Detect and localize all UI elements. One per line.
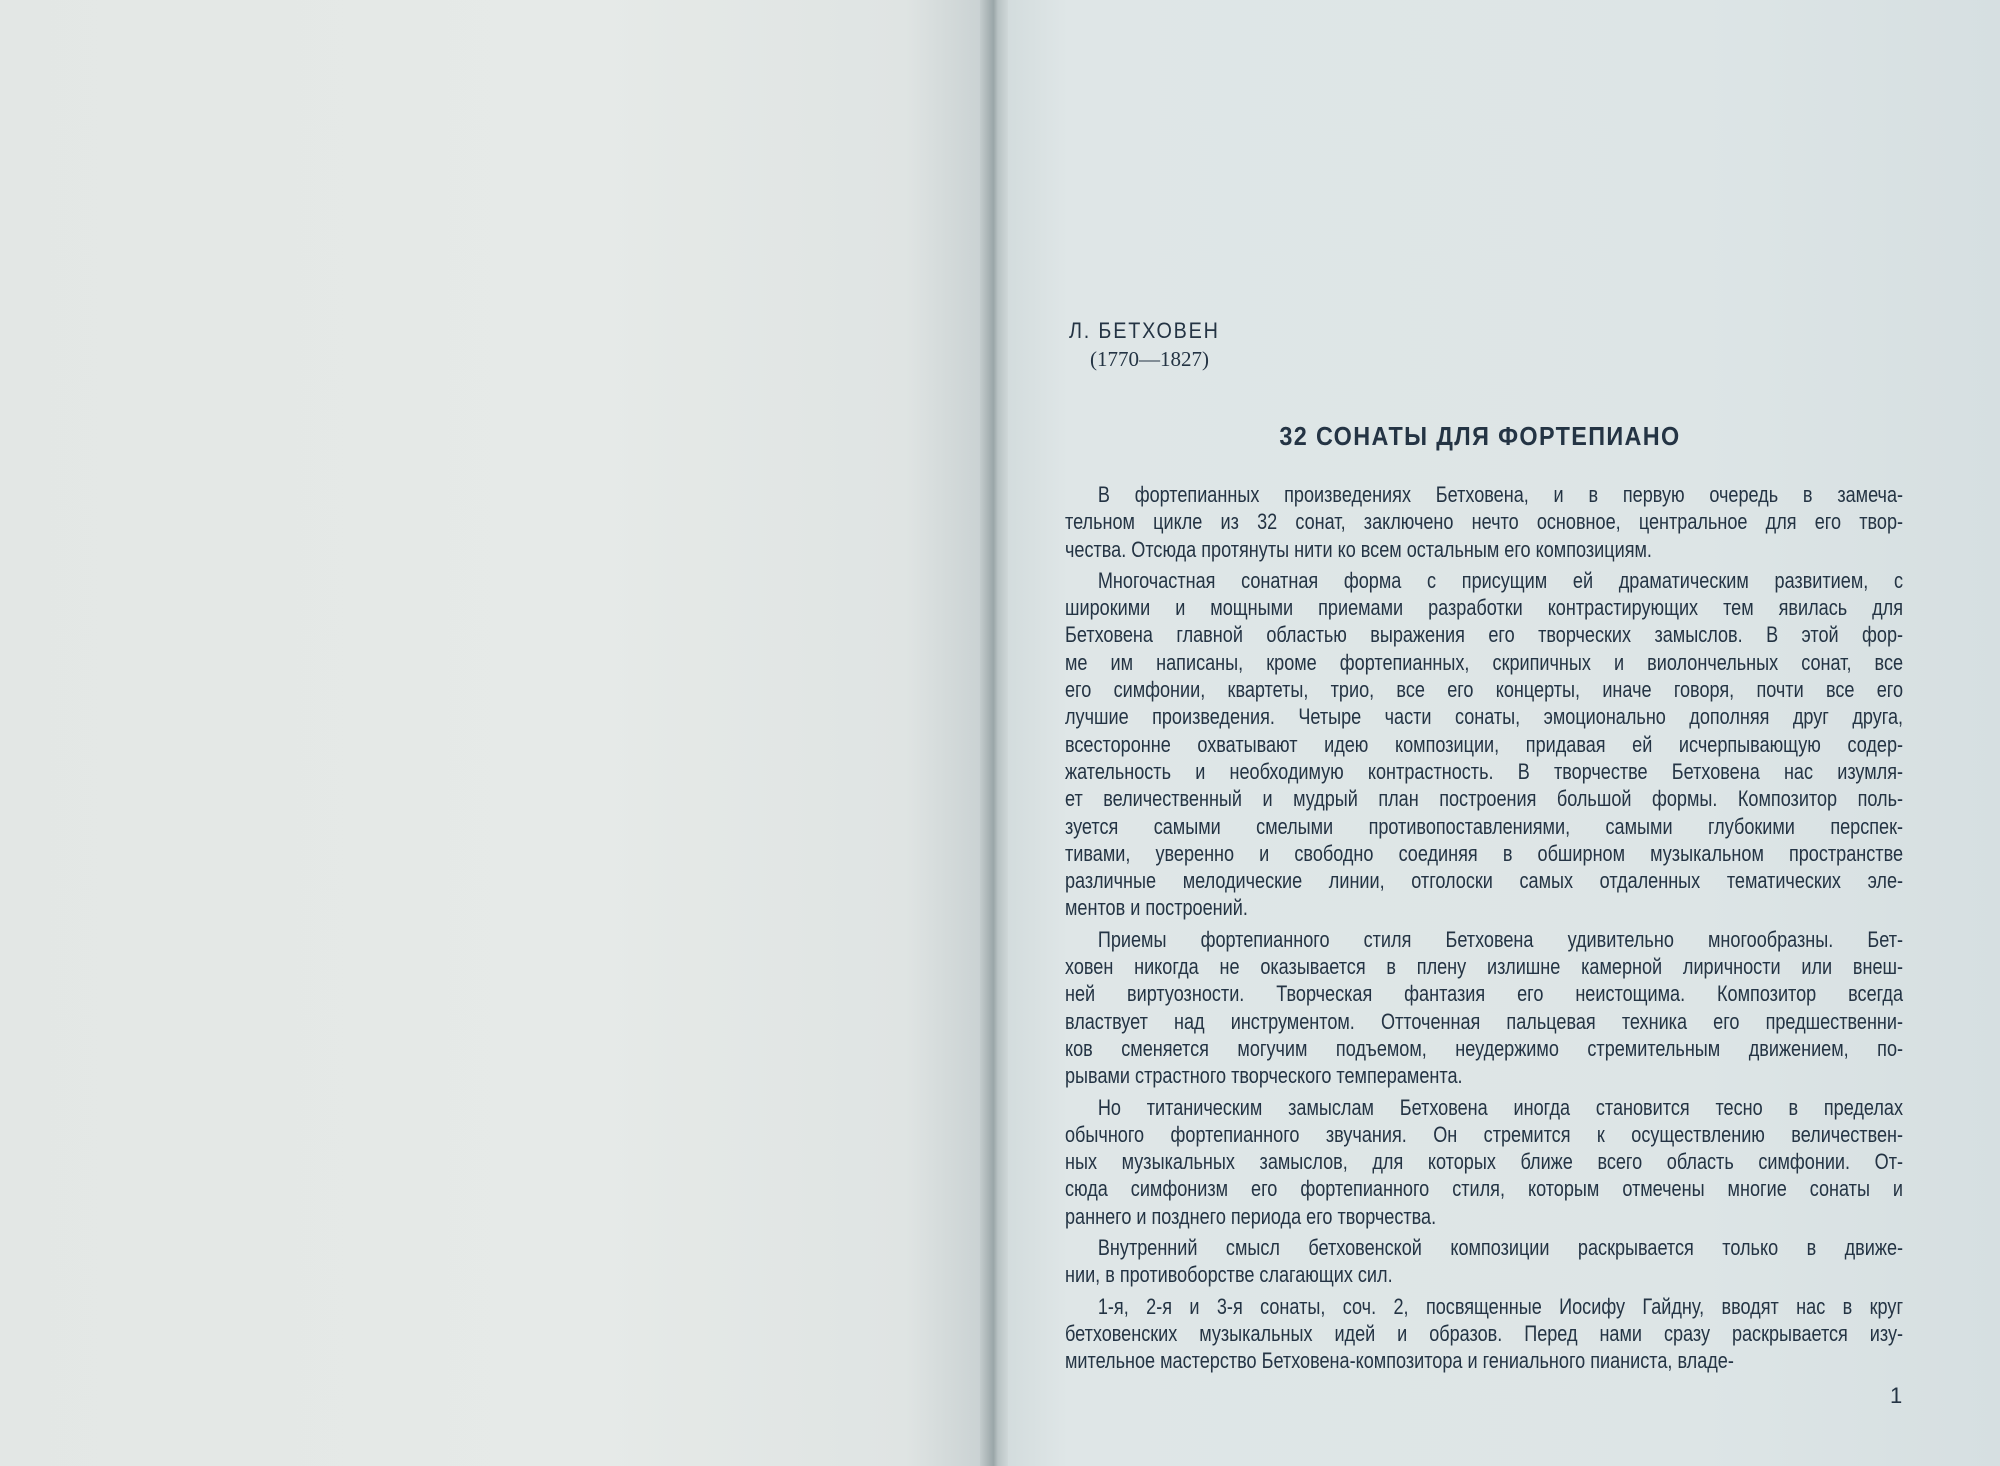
text-line: властвует над инструментом. Отточенная пальцевая техника его предшественни- bbox=[1065, 1008, 1904, 1034]
text-line: широкими и мощными приемами разработки контрастирующих тем явилась для bbox=[1065, 595, 1904, 621]
text-line: ховен никогда не оказывается в плену излишне камерной лиричности или внеш- bbox=[1065, 954, 1904, 980]
text-line: ме им написаны, кроме фортепианных, скрипичных и виолончельных сонат, все bbox=[1065, 649, 1904, 675]
text-line: ных музыкальных замыслов, для которых ближе всего область симфонии. От- bbox=[1065, 1149, 1904, 1175]
text-line: ет величественный и мудрый план построения большой формы. Композитор поль- bbox=[1065, 786, 1904, 812]
paragraph bbox=[1065, 1293, 1903, 1375]
text-line: бетховенских музыкальных идей и образов. Перед нами сразу раскрывается изу- bbox=[1065, 1320, 1904, 1346]
text-line: чества. Отсюда протянуты нити ко всем остальным его композициям. bbox=[1065, 536, 1652, 562]
text-line: раннего и позднего периода его творчества. bbox=[1065, 1203, 1437, 1229]
book-gutter bbox=[980, 0, 1010, 1466]
author-dates: (1770—1827) bbox=[1090, 347, 1209, 371]
text-line: ков сменяется могучим подъемом, неудержимо стремительным движением, по- bbox=[1065, 1035, 1904, 1061]
text-line: сюда симфонизм его фортепианного стиля, которым отмечены многие сонаты и bbox=[1065, 1176, 1904, 1202]
page-number: 1 bbox=[1890, 1383, 1903, 1408]
text-line: Многочастная сонатная форма с присущим ей драматическим развитием, с bbox=[1097, 567, 1904, 593]
text-line: всесторонне охватывают идею композиции, придавая ей исчерпывающую содер- bbox=[1065, 731, 1904, 757]
text-line: ментов и построений. bbox=[1065, 895, 1248, 921]
text-line: обычного фортепианного звучания. Он стремится к осуществлению величествен- bbox=[1065, 1121, 1904, 1147]
text-line: жательность и необходимую контрастность. В творчестве Бетховена нас изумля- bbox=[1065, 758, 1904, 784]
paragraph bbox=[1065, 567, 1903, 922]
page-title: 32 СОНАТЫ ДЛЯ ФОРТЕПИАНО bbox=[1279, 421, 1681, 451]
text-line: нии, в противоборстве слагающих сил. bbox=[1065, 1262, 1393, 1288]
text-line: Приемы фортепианного стиля Бетховена удивительно многообразны. Бет- bbox=[1097, 926, 1904, 952]
paragraph bbox=[1065, 1234, 1903, 1289]
paragraph bbox=[1065, 926, 1903, 1090]
text-line: ней виртуозности. Творческая фантазия его неистощима. Композитор всегда bbox=[1065, 981, 1904, 1007]
text-line: 1-я, 2-я и 3-я сонаты, соч. 2, посвященные Иосифу Гайдну, вводят нас в круг bbox=[1097, 1293, 1904, 1319]
left-page-blank bbox=[0, 0, 985, 1466]
text-line: Но титаническим замыслам Бетховена иногда становится тесно в пределах bbox=[1097, 1094, 1904, 1120]
text-line: лучшие произведения. Четыре части сонаты, эмоционально дополняя друг друга, bbox=[1065, 704, 1904, 730]
author-name: Л. БЕТХОВЕН bbox=[1069, 318, 1220, 343]
text-line: Бетховена главной областью выражения его творческих замыслов. В этой фор- bbox=[1065, 622, 1904, 648]
text-line: различные мелодические линии, отголоски самых отдаленных тематических эле- bbox=[1065, 868, 1904, 894]
text-line: мительное мастерство Бетховена-композитора и гениального пианиста, владе- bbox=[1065, 1348, 1734, 1374]
paragraph bbox=[1065, 481, 1903, 563]
text-line: его симфонии, квартеты, трио, все его концерты, иначе говоря, почти все его bbox=[1065, 677, 1904, 703]
text-line: тивами, уверенно и свободно соединяя в обширном музыкальном пространстве bbox=[1065, 840, 1904, 866]
text-line: тельном цикле из 32 сонат, заключено нечто основное, центральное для его твор- bbox=[1065, 509, 1904, 535]
text-line: рывами страстного творческого темперамента. bbox=[1065, 1063, 1463, 1089]
text-line: зуется самыми смелыми противопоставлениями, самыми глубокими перспек- bbox=[1065, 813, 1904, 839]
text-line: Внутренний смысл бетховенской композиции раскрывается только в движе- bbox=[1097, 1235, 1904, 1261]
paragraph bbox=[1065, 1094, 1903, 1230]
text-line: В фортепианных произведениях Бетховена, и в первую очередь в замеча- bbox=[1097, 482, 1904, 507]
body-text bbox=[1065, 481, 1903, 1379]
